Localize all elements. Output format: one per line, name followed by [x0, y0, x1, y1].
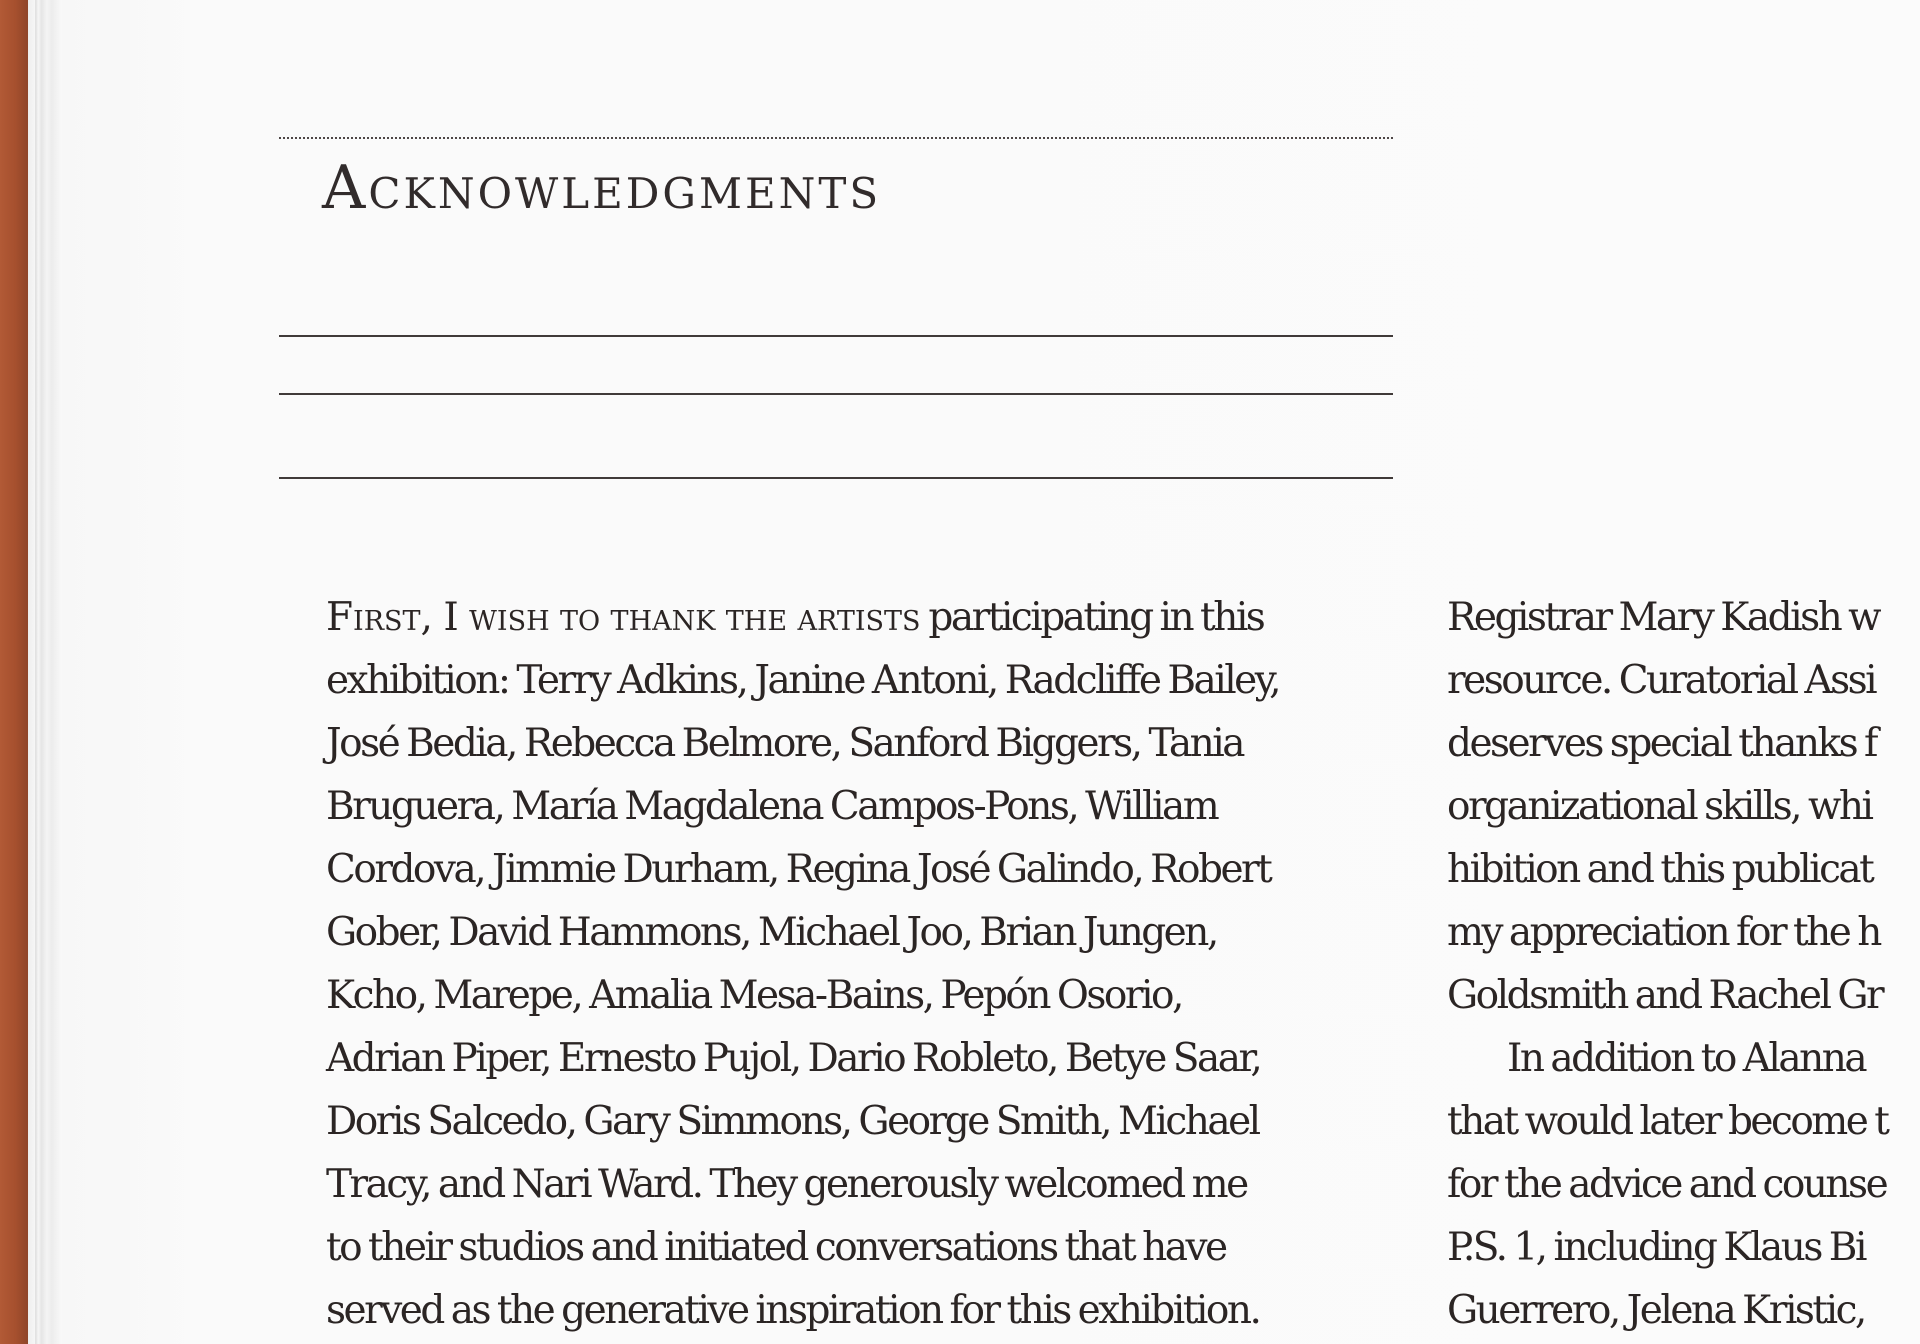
text-line: resource. Curatorial Assi [1447, 658, 1876, 703]
text-line: Adrian Piper, Ernesto Pujol, Dario Robleto, Betye Saar, [326, 1036, 1261, 1081]
text-line: P.S. 1, including Klaus Bi [1447, 1225, 1865, 1270]
text-line: Cordova, Jimmie Durham, Regina José Galindo, Robert [326, 847, 1271, 892]
body-column-left [326, 586, 1279, 1342]
text-line-indented: In addition to Alanna [1507, 1036, 1866, 1081]
text-line: deserves special thanks f [1447, 721, 1876, 766]
book-cover-edge [0, 0, 28, 1344]
text-line: my appreciation for the h [1447, 910, 1880, 955]
text-line: exhibition: Terry Adkins, Janine Antoni, Radcliffe Bailey, [326, 658, 1280, 703]
rule-line-3 [279, 477, 1393, 479]
text-line: to their studios and initiated conversations that have [326, 1225, 1226, 1270]
text-line: Tracy, and Nari Ward. They generously welcomed me [326, 1162, 1247, 1207]
text-line: for the advice and counse [1447, 1162, 1887, 1207]
text-line: served as the generative inspiration for this exhibition. [326, 1288, 1260, 1333]
text-line: Doris Salcedo, Gary Simmons, George Smith, Michael [326, 1099, 1259, 1144]
dotted-rule [279, 137, 1393, 139]
text-line: Registrar Mary Kadish w [1447, 595, 1879, 640]
page-edges [28, 0, 62, 1344]
rule-line-1 [279, 335, 1393, 337]
text-line-rest: participating in this [920, 595, 1264, 640]
text-line: Gober, David Hammons, Michael Joo, Brian Jungen, [326, 910, 1217, 955]
text-line: organizational skills, whi [1447, 784, 1872, 829]
text-line: that would later become t [1447, 1099, 1888, 1144]
text-line: Guerrero, Jelena Kristic, [1447, 1288, 1865, 1333]
body-column-right [1447, 586, 1887, 1342]
text-line: hibition and this publicat [1447, 847, 1873, 892]
page-heading: Acknowledgments [322, 153, 882, 223]
rule-line-2 [279, 393, 1393, 395]
text-line: Bruguera, María Magdalena Campos-Pons, William [326, 784, 1218, 829]
text-line: José Bedia, Rebecca Belmore, Sanford Biggers, Tania [326, 721, 1244, 766]
text-line [326, 586, 1279, 649]
text-line: Kcho, Marepe, Amalia Mesa-Bains, Pepón Osorio, [326, 973, 1182, 1018]
text-line: Goldsmith and Rachel Gr [1447, 973, 1883, 1018]
lead-in-smallcaps: First, I wish to thank the artists [326, 595, 921, 640]
